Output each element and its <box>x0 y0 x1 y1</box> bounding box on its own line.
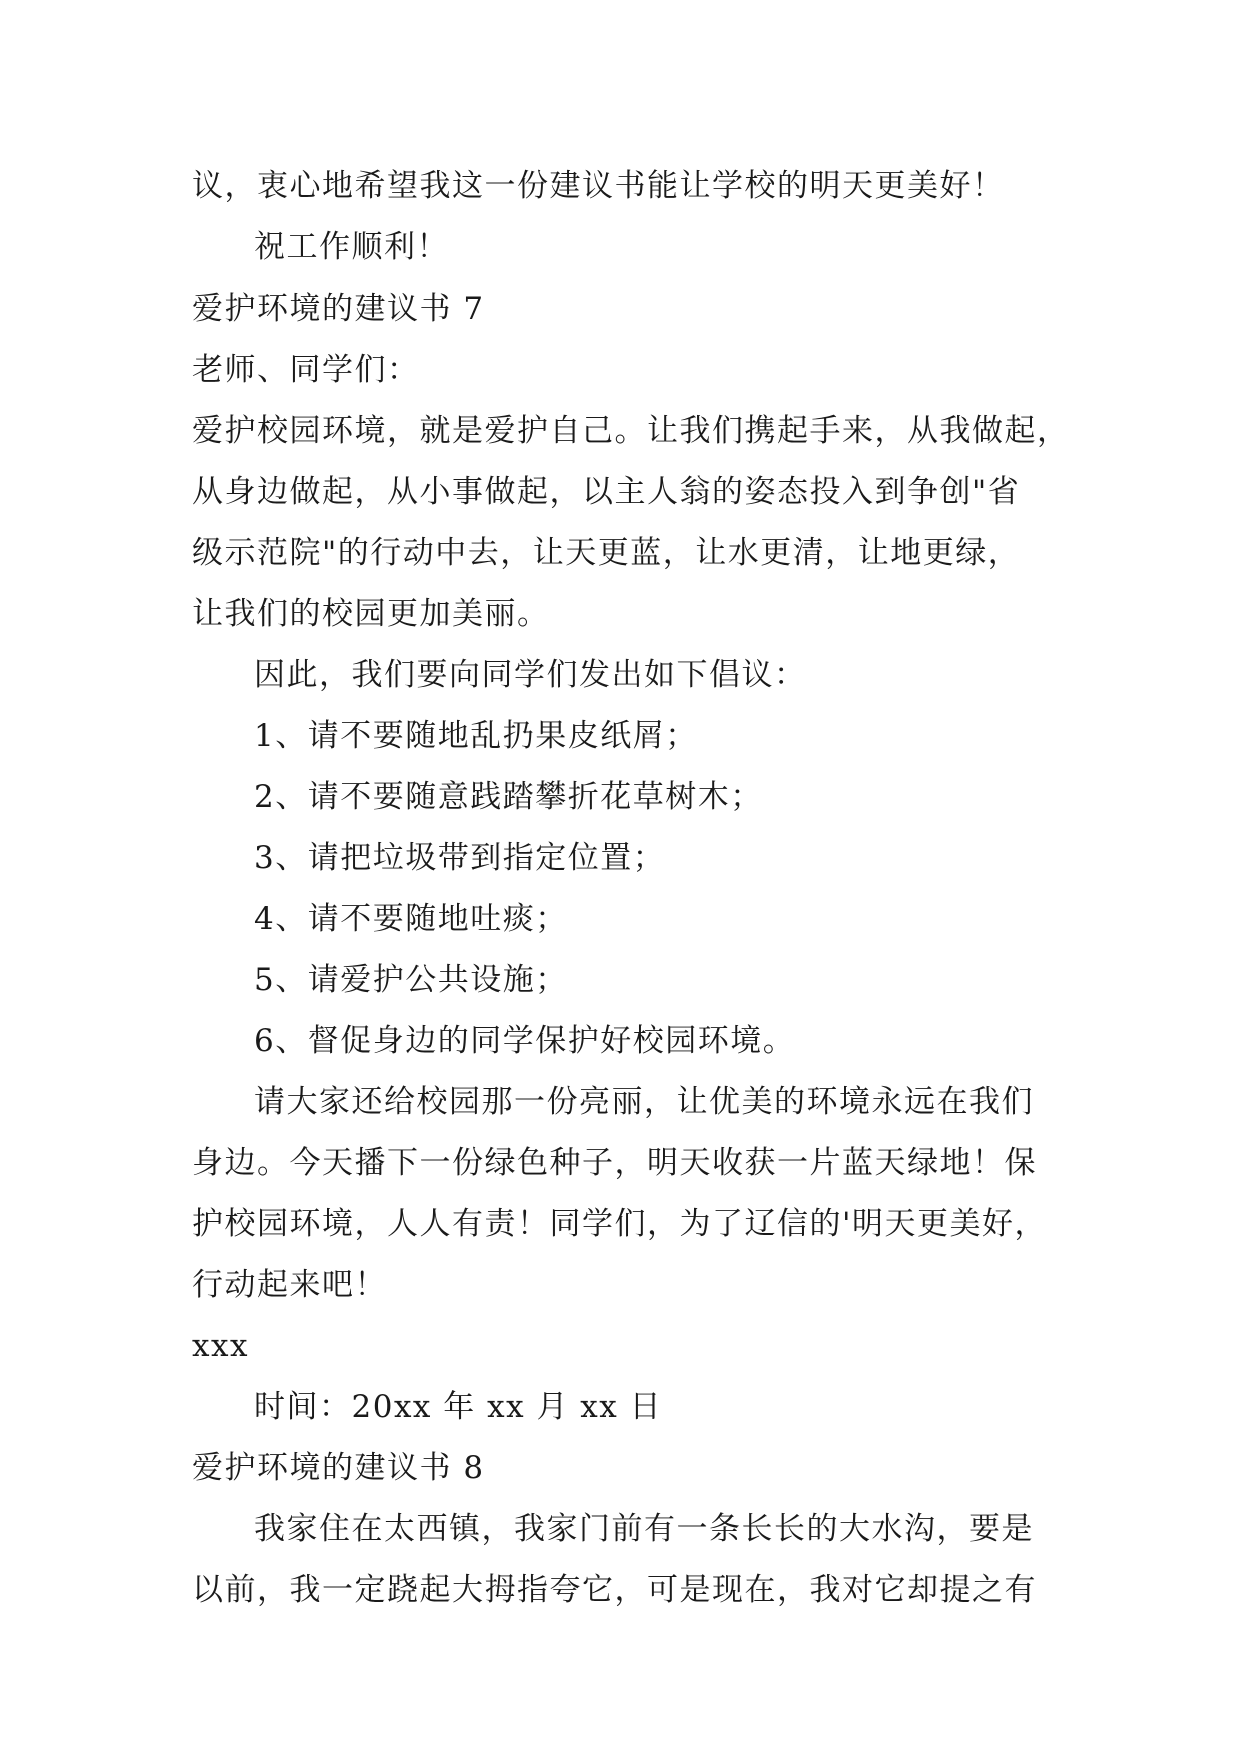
list-item: 2、请不要随意践踏攀折花草树木； <box>254 779 763 815</box>
text-line: 因此，我们要向同学们发出如下倡议： <box>254 657 807 693</box>
closing-wish: 祝工作顺利！ <box>254 229 449 265</box>
list-item: 3、请把垃圾带到指定位置； <box>254 840 666 876</box>
section-title: 爱护环境的建议书 8 <box>192 1450 485 1486</box>
text-line: 议，衷心地希望我这一份建议书能让学校的明天更美好！ <box>192 168 1005 204</box>
text-line: 我家住在太西镇，我家门前有一条长长的大水沟，要是 <box>254 1511 1034 1547</box>
text-line: 请大家还给校园那一份亮丽，让优美的环境永远在我们 <box>254 1084 1034 1120</box>
list-item: 1、请不要随地乱扔果皮纸屑； <box>254 718 698 754</box>
list-item: 6、督促身边的同学保护好校园环境。 <box>254 1023 796 1059</box>
list-item: 5、请爱护公共设施； <box>254 962 568 998</box>
signature: xxx <box>192 1328 249 1364</box>
text-line: 从身边做起，从小事做起，以主人翁的姿态投入到争创"省 <box>192 474 1021 510</box>
text-line: 爱护校园环境，就是爱护自己。让我们携起手来，从我做起， <box>192 413 1070 449</box>
section-title: 爱护环境的建议书 7 <box>192 291 485 327</box>
text-line: 护校园环境，人人有责！同学们，为了辽信的'明天更美好， <box>192 1206 1048 1242</box>
salutation: 老师、同学们： <box>192 352 420 388</box>
date-line: 时间：20xx 年 xx 月 xx 日 <box>254 1389 663 1425</box>
text-line: 以前，我一定跷起大拇指夸它，可是现在，我对它却提之有 <box>192 1572 1037 1608</box>
text-line: 身边。今天播下一份绿色种子，明天收获一片蓝天绿地！保 <box>192 1145 1037 1181</box>
text-line: 行动起来吧！ <box>192 1267 387 1303</box>
text-line: 级示范院"的行动中去，让天更蓝，让水更清，让地更绿， <box>192 535 1021 571</box>
text-line: 让我们的校园更加美丽。 <box>192 596 550 632</box>
list-item: 4、请不要随地吐痰； <box>254 901 568 937</box>
